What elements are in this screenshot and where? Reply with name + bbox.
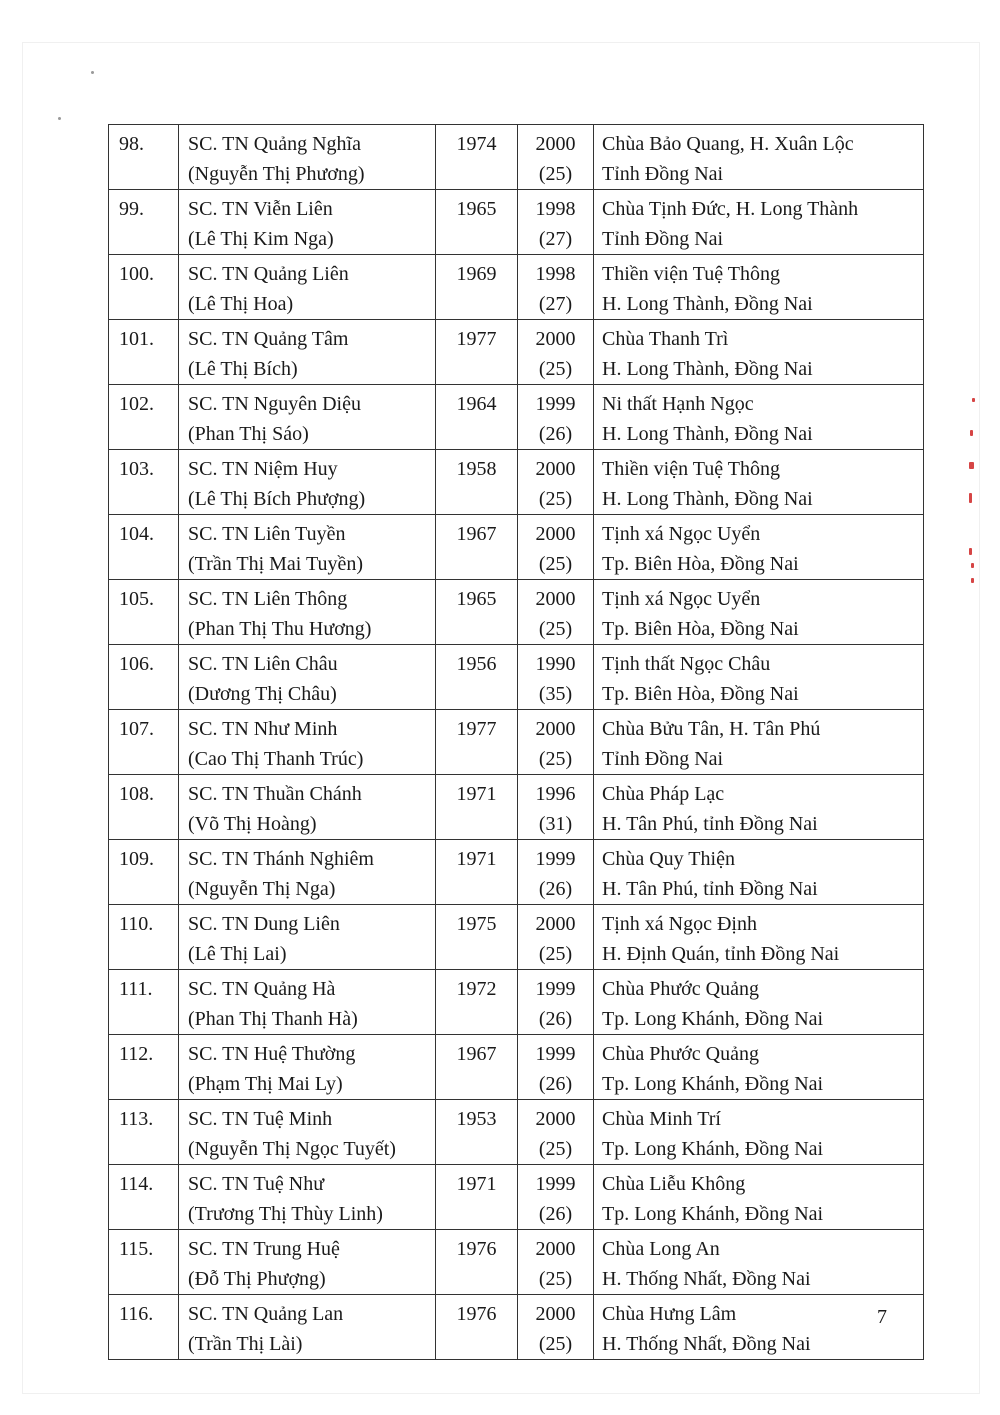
- ordination-years: (25): [538, 618, 573, 640]
- location-cell: [594, 320, 924, 385]
- location-cell: [594, 125, 924, 190]
- location-line-1: Tịnh xá Ngọc Uyển: [602, 523, 761, 545]
- row-number: [109, 775, 179, 840]
- ordination-years: (25): [538, 1138, 573, 1160]
- name-cell: [179, 1100, 436, 1165]
- ordination-years: (26): [538, 878, 573, 900]
- row-number: [109, 125, 179, 190]
- location-line-2: H. Tân Phú, tỉnh Đồng Nai: [602, 878, 818, 900]
- birth-year-cell: [436, 1295, 518, 1360]
- row-number-text: 108.: [119, 783, 154, 805]
- birth-year: 1971: [456, 848, 497, 870]
- row-number: [109, 450, 179, 515]
- location-line-1: Chùa Tịnh Đức, H. Long Thành: [602, 198, 859, 220]
- location-line-1: Chùa Bảo Quang, H. Xuân Lộc: [602, 133, 854, 155]
- birth-year-cell: [436, 190, 518, 255]
- location-line-2: H. Tân Phú, tỉnh Đồng Nai: [602, 813, 818, 835]
- ordination-year: 2000: [535, 523, 576, 545]
- ordination-year: 2000: [535, 1238, 576, 1260]
- nun-list-table: [108, 124, 924, 1360]
- lay-name: (Nguyễn Thị Ngọc Tuyết): [188, 1138, 396, 1160]
- location-cell: [594, 1035, 924, 1100]
- location-line-1: Tịnh xá Ngọc Uyển: [602, 588, 761, 610]
- location-cell: [594, 645, 924, 710]
- ordination-years: (27): [538, 293, 573, 315]
- ordination-year: 1999: [535, 1043, 576, 1065]
- location-line-1: Chùa Minh Trí: [602, 1108, 721, 1130]
- row-number-text: 109.: [119, 848, 154, 870]
- ordination-cell: [518, 385, 594, 450]
- lay-name: (Phan Thị Sáo): [188, 423, 309, 445]
- lay-name: (Lê Thị Kim Nga): [188, 228, 334, 250]
- table-row: [109, 385, 924, 450]
- table-row: [109, 775, 924, 840]
- row-number: [109, 1035, 179, 1100]
- row-number-text: 106.: [119, 653, 154, 675]
- location-line-1: Chùa Phước Quảng: [602, 978, 759, 1000]
- location-cell: [594, 385, 924, 450]
- location-cell: [594, 190, 924, 255]
- birth-year: 1956: [456, 653, 497, 675]
- name-cell: [179, 1035, 436, 1100]
- ordination-cell: [518, 1165, 594, 1230]
- lay-name: (Trương Thị Thùy Linh): [188, 1203, 383, 1225]
- row-number: [109, 1100, 179, 1165]
- location-line-1: Chùa Phước Quảng: [602, 1043, 759, 1065]
- name-cell: [179, 385, 436, 450]
- table-row: [109, 840, 924, 905]
- row-number-text: 114.: [119, 1173, 154, 1195]
- ordination-years: (26): [538, 1073, 573, 1095]
- location-cell: [594, 1230, 924, 1295]
- location-cell: [594, 840, 924, 905]
- ordination-years: (25): [538, 1268, 573, 1290]
- location-line-1: Tịnh thất Ngọc Châu: [602, 653, 771, 675]
- birth-year-cell: [436, 710, 518, 775]
- birth-year-cell: [436, 125, 518, 190]
- table-row: [109, 580, 924, 645]
- ordination-cell: [518, 775, 594, 840]
- table-row: [109, 1165, 924, 1230]
- ordination-years: (25): [538, 1333, 573, 1355]
- birth-year-cell: [436, 905, 518, 970]
- table-row: [109, 1100, 924, 1165]
- dharma-name: SC. TN Quảng Tâm: [188, 328, 349, 350]
- lay-name: (Nguyễn Thị Phương): [188, 163, 365, 185]
- row-number: [109, 710, 179, 775]
- location-line-1: Thiền viện Tuệ Thông: [602, 458, 780, 480]
- location-cell: [594, 255, 924, 320]
- birth-year: 1976: [456, 1238, 497, 1260]
- birth-year: 1977: [456, 718, 497, 740]
- lay-name: (Phan Thị Thu Hương): [188, 618, 372, 640]
- table-row: [109, 1295, 924, 1360]
- location-line-2: H. Long Thành, Đồng Nai: [602, 293, 813, 315]
- birth-year-cell: [436, 645, 518, 710]
- birth-year: 1967: [456, 1043, 497, 1065]
- location-cell: [594, 1100, 924, 1165]
- birth-year: 1965: [456, 198, 497, 220]
- ordination-cell: [518, 125, 594, 190]
- ordination-cell: [518, 515, 594, 580]
- row-number-text: 102.: [119, 393, 154, 415]
- dharma-name: SC. TN Nguyên Diệu: [188, 393, 361, 415]
- row-number: [109, 1295, 179, 1360]
- birth-year: 1953: [456, 1108, 497, 1130]
- ordination-cell: [518, 1035, 594, 1100]
- ordination-cell: [518, 645, 594, 710]
- name-cell: [179, 1165, 436, 1230]
- location-line-1: Chùa Liễu Không: [602, 1173, 746, 1195]
- location-line-2: H. Thống Nhất, Đồng Nai: [602, 1268, 811, 1290]
- birth-year-cell: [436, 385, 518, 450]
- ordination-years: (26): [538, 423, 573, 445]
- ordination-year: 2000: [535, 913, 576, 935]
- location-line-2: Tp. Biên Hòa, Đồng Nai: [602, 553, 799, 575]
- ordination-years: (25): [538, 358, 573, 380]
- dharma-name: SC. TN Quảng Lan: [188, 1303, 344, 1325]
- birth-year: 1964: [456, 393, 497, 415]
- lay-name: (Dương Thị Châu): [188, 683, 337, 705]
- ordination-cell: [518, 450, 594, 515]
- ordination-years: (26): [538, 1008, 573, 1030]
- table-row: [109, 1230, 924, 1295]
- row-number-text: 113.: [119, 1108, 154, 1130]
- dharma-name: SC. TN Thuần Chánh: [188, 783, 362, 805]
- location-cell: [594, 905, 924, 970]
- ordination-years: (25): [538, 748, 573, 770]
- name-cell: [179, 255, 436, 320]
- row-number: [109, 905, 179, 970]
- row-number-text: 111.: [119, 978, 153, 1000]
- name-cell: [179, 840, 436, 905]
- row-number-text: 105.: [119, 588, 154, 610]
- scan-speck: [58, 117, 61, 120]
- row-number-text: 101.: [119, 328, 154, 350]
- location-cell: [594, 515, 924, 580]
- table-row: [109, 125, 924, 190]
- location-line-1: Thiền viện Tuệ Thông: [602, 263, 780, 285]
- ordination-cell: [518, 1100, 594, 1165]
- lay-name: (Lê Thị Bích Phượng): [188, 488, 366, 510]
- location-line-1: Chùa Thanh Trì: [602, 328, 729, 350]
- ordination-year: 1999: [535, 978, 576, 1000]
- ordination-year: 1996: [535, 783, 576, 805]
- dharma-name: SC. TN Niệm Huy: [188, 458, 338, 480]
- scan-speck: [91, 71, 94, 74]
- row-number: [109, 1230, 179, 1295]
- row-number: [109, 840, 179, 905]
- ordination-years: (25): [538, 943, 573, 965]
- table-row: [109, 970, 924, 1035]
- location-line-2: Tp. Long Khánh, Đồng Nai: [602, 1008, 824, 1030]
- location-line-2: Tỉnh Đồng Nai: [602, 163, 724, 185]
- dharma-name: SC. TN Như Minh: [188, 718, 338, 740]
- location-line-2: H. Long Thành, Đồng Nai: [602, 358, 813, 380]
- birth-year: 1965: [456, 588, 497, 610]
- name-cell: [179, 1295, 436, 1360]
- location-line-1: Chùa Hưng Lâm: [602, 1303, 737, 1325]
- location-line-2: Tỉnh Đồng Nai: [602, 228, 724, 250]
- name-cell: [179, 775, 436, 840]
- lay-name: (Đỗ Thị Phượng): [188, 1268, 326, 1290]
- dharma-name: SC. TN Quảng Nghĩa: [188, 133, 361, 155]
- dharma-name: SC. TN Tuệ Như: [188, 1173, 325, 1195]
- birth-year-cell: [436, 515, 518, 580]
- location-line-1: Tịnh xá Ngọc Định: [602, 913, 757, 935]
- ordination-year: 2000: [535, 1303, 576, 1325]
- row-number: [109, 255, 179, 320]
- ordination-year: 2000: [535, 133, 576, 155]
- margin-mark: [969, 548, 972, 555]
- dharma-name: SC. TN Liên Thông: [188, 588, 348, 610]
- ordination-year: 2000: [535, 1108, 576, 1130]
- table-row: [109, 515, 924, 580]
- row-number: [109, 320, 179, 385]
- table-row: [109, 645, 924, 710]
- row-number-text: 98.: [119, 133, 144, 155]
- birth-year: 1967: [456, 523, 497, 545]
- lay-name: (Lê Thị Hoa): [188, 293, 294, 315]
- page-number: 7: [877, 1306, 887, 1328]
- ordination-cell: [518, 905, 594, 970]
- ordination-years: (25): [538, 488, 573, 510]
- lay-name: (Trần Thị Lài): [188, 1333, 303, 1355]
- ordination-cell: [518, 320, 594, 385]
- location-cell: [594, 970, 924, 1035]
- location-line-2: H. Long Thành, Đồng Nai: [602, 488, 813, 510]
- birth-year-cell: [436, 255, 518, 320]
- dharma-name: SC. TN Liên Tuyền: [188, 523, 346, 545]
- row-number: [109, 580, 179, 645]
- margin-mark: [971, 563, 974, 568]
- location-cell: [594, 580, 924, 645]
- birth-year-cell: [436, 580, 518, 645]
- lay-name: (Phan Thị Thanh Hà): [188, 1008, 358, 1030]
- dharma-name: SC. TN Tuệ Minh: [188, 1108, 333, 1130]
- lay-name: (Trần Thị Mai Tuyền): [188, 553, 364, 575]
- margin-mark: [972, 398, 975, 402]
- ordination-years: (35): [538, 683, 573, 705]
- birth-year-cell: [436, 1035, 518, 1100]
- ordination-year: 2000: [535, 588, 576, 610]
- ordination-year: 2000: [535, 458, 576, 480]
- dharma-name: SC. TN Huệ Thường: [188, 1043, 356, 1065]
- dharma-name: SC. TN Thánh Nghiêm: [188, 848, 374, 870]
- location-line-1: Chùa Quy Thiện: [602, 848, 735, 870]
- row-number: [109, 190, 179, 255]
- name-cell: [179, 125, 436, 190]
- table-row: [109, 190, 924, 255]
- row-number-text: 103.: [119, 458, 154, 480]
- location-line-2: Tp. Long Khánh, Đồng Nai: [602, 1203, 824, 1225]
- location-line-2: H. Định Quán, tỉnh Đồng Nai: [602, 943, 840, 965]
- location-cell: [594, 1295, 924, 1360]
- birth-year-cell: [436, 1230, 518, 1295]
- location-cell: [594, 775, 924, 840]
- birth-year: 1976: [456, 1303, 497, 1325]
- ordination-year: 1990: [535, 653, 576, 675]
- location-line-2: Tp. Biên Hòa, Đồng Nai: [602, 683, 799, 705]
- birth-year: 1975: [456, 913, 497, 935]
- ordination-cell: [518, 710, 594, 775]
- birth-year-cell: [436, 775, 518, 840]
- lay-name: (Lê Thị Bích): [188, 358, 298, 380]
- location-line-2: Tỉnh Đồng Nai: [602, 748, 724, 770]
- ordination-year: 1999: [535, 1173, 576, 1195]
- ordination-cell: [518, 970, 594, 1035]
- row-number-text: 104.: [119, 523, 154, 545]
- ordination-years: (25): [538, 553, 573, 575]
- ordination-cell: [518, 1230, 594, 1295]
- margin-mark: [970, 430, 973, 436]
- dharma-name: SC. TN Trung Huệ: [188, 1238, 340, 1260]
- ordination-years: (26): [538, 1203, 573, 1225]
- birth-year-cell: [436, 320, 518, 385]
- location-line-2: H. Thống Nhất, Đồng Nai: [602, 1333, 811, 1355]
- table-row: [109, 1035, 924, 1100]
- table-row: [109, 710, 924, 775]
- ordination-year: 1998: [535, 198, 576, 220]
- row-number-text: 116.: [119, 1303, 154, 1325]
- name-cell: [179, 970, 436, 1035]
- row-number-text: 99.: [119, 198, 144, 220]
- birth-year-cell: [436, 1100, 518, 1165]
- lay-name: (Võ Thị Hoàng): [188, 813, 317, 835]
- location-cell: [594, 1165, 924, 1230]
- birth-year: 1971: [456, 1173, 497, 1195]
- location-line-2: H. Long Thành, Đồng Nai: [602, 423, 813, 445]
- margin-mark: [971, 578, 974, 583]
- location-cell: [594, 450, 924, 515]
- ordination-year: 2000: [535, 718, 576, 740]
- location-line-2: Tp. Long Khánh, Đồng Nai: [602, 1073, 824, 1095]
- ordination-cell: [518, 190, 594, 255]
- row-number-text: 100.: [119, 263, 154, 285]
- birth-year-cell: [436, 970, 518, 1035]
- name-cell: [179, 450, 436, 515]
- location-cell: [594, 710, 924, 775]
- ordination-cell: [518, 580, 594, 645]
- margin-mark: [969, 493, 972, 503]
- table-row: [109, 320, 924, 385]
- birth-year: 1971: [456, 783, 497, 805]
- location-line-1: Chùa Long An: [602, 1238, 720, 1260]
- birth-year-cell: [436, 450, 518, 515]
- lay-name: (Cao Thị Thanh Trúc): [188, 748, 364, 770]
- birth-year: 1958: [456, 458, 497, 480]
- lay-name: (Phạm Thị Mai Ly): [188, 1073, 343, 1095]
- birth-year: 1969: [456, 263, 497, 285]
- row-number: [109, 515, 179, 580]
- location-line-1: Chùa Bửu Tân, H. Tân Phú: [602, 718, 821, 740]
- lay-name: (Lê Thị Lai): [188, 943, 287, 965]
- name-cell: [179, 905, 436, 970]
- ordination-cell: [518, 255, 594, 320]
- name-cell: [179, 1230, 436, 1295]
- location-line-1: Ni thất Hạnh Ngọc: [602, 393, 754, 415]
- row-number: [109, 970, 179, 1035]
- table-body: [109, 125, 924, 1360]
- location-line-2: Tp. Biên Hòa, Đồng Nai: [602, 618, 799, 640]
- row-number-text: 110.: [119, 913, 154, 935]
- ordination-years: (25): [538, 163, 573, 185]
- ordination-cell: [518, 1295, 594, 1360]
- birth-year-cell: [436, 1165, 518, 1230]
- name-cell: [179, 710, 436, 775]
- row-number: [109, 1165, 179, 1230]
- dharma-name: SC. TN Dung Liên: [188, 913, 340, 935]
- birth-year-cell: [436, 840, 518, 905]
- ordination-cell: [518, 840, 594, 905]
- ordination-year: 1999: [535, 393, 576, 415]
- row-number-text: 112.: [119, 1043, 154, 1065]
- table-row: [109, 450, 924, 515]
- ordination-years: (31): [538, 813, 573, 835]
- location-line-1: Chùa Pháp Lạc: [602, 783, 725, 805]
- name-cell: [179, 645, 436, 710]
- row-number-text: 115.: [119, 1238, 154, 1260]
- table-row: [109, 255, 924, 320]
- ordination-year: 1999: [535, 848, 576, 870]
- lay-name: (Nguyễn Thị Nga): [188, 878, 336, 900]
- row-number: [109, 645, 179, 710]
- dharma-name: SC. TN Quảng Liên: [188, 263, 349, 285]
- name-cell: [179, 190, 436, 255]
- ordination-years: (27): [538, 228, 573, 250]
- dharma-name: SC. TN Quảng Hà: [188, 978, 336, 1000]
- dharma-name: SC. TN Viễn Liên: [188, 198, 333, 220]
- ordination-year: 2000: [535, 328, 576, 350]
- birth-year: 1972: [456, 978, 497, 1000]
- birth-year: 1974: [456, 133, 497, 155]
- dharma-name: SC. TN Liên Châu: [188, 653, 338, 675]
- margin-mark: [969, 462, 974, 469]
- name-cell: [179, 580, 436, 645]
- name-cell: [179, 320, 436, 385]
- name-cell: [179, 515, 436, 580]
- table-row: [109, 905, 924, 970]
- row-number: [109, 385, 179, 450]
- location-line-2: Tp. Long Khánh, Đồng Nai: [602, 1138, 824, 1160]
- birth-year: 1977: [456, 328, 497, 350]
- row-number-text: 107.: [119, 718, 154, 740]
- ordination-year: 1998: [535, 263, 576, 285]
